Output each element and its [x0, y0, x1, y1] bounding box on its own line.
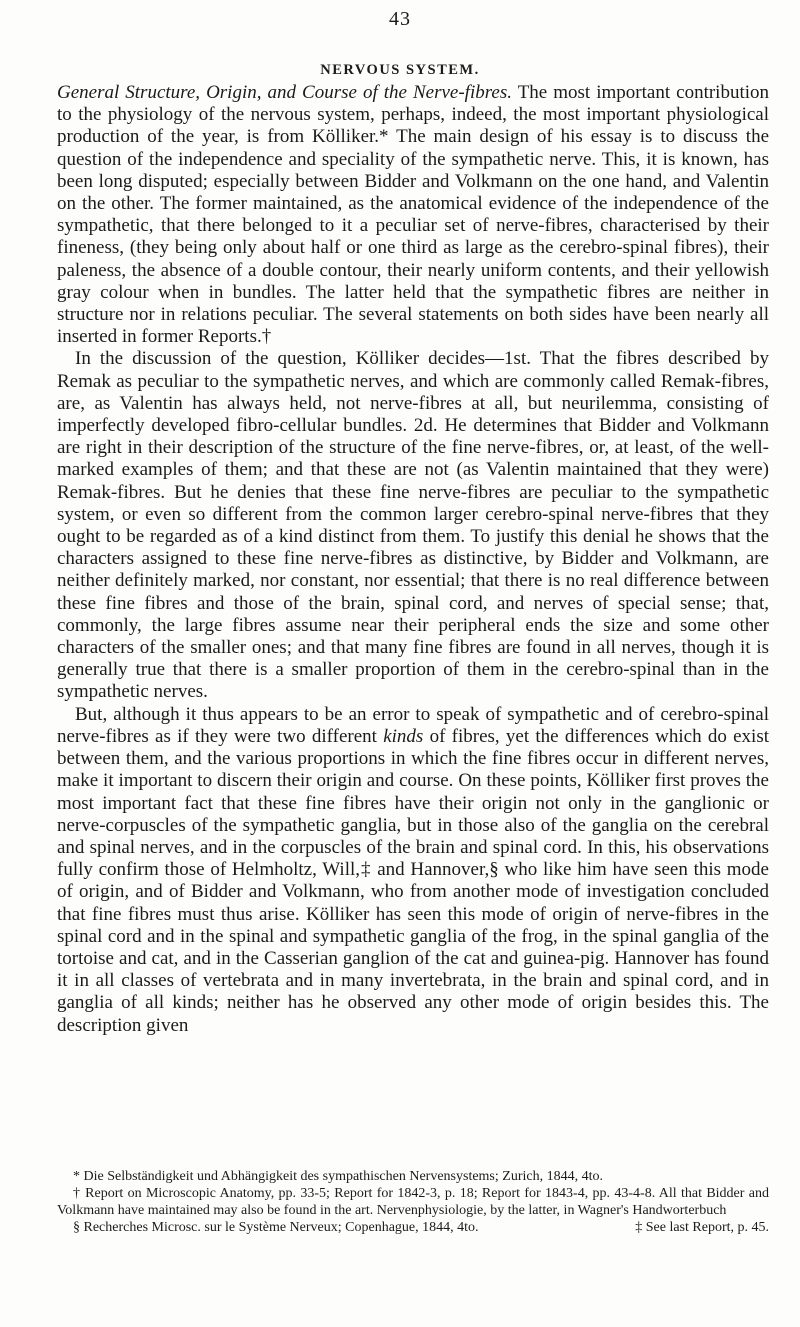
footnote-4: § Recherches Microsc. sur le Système Nerveux; Copenhague, 1844, 4to. — [73, 1220, 479, 1235]
footnote-3: ‡ See last Report, p. 45. — [635, 1220, 769, 1235]
paragraph-1-text: The most important contribution to the physiology of the nervous system, perhaps, indeed, the most important physiological production of the year, is from Kölliker.* The main design of his essay is to discuss the question of the independence and speciality of the sympathetic nerve. This, it is known, has been long disputed; especially between Bidder and Volkmann on the one hand, and Valentin on the other. The former maintained, as the anatomical evidence of the independence of the sympathetic, that there belonged to it a peculiar set of nerve-fibres, characterised by their fineness, (they being only about half or one third as large as the cerebro-spinal fibres), their paleness, the absence of a double contour, their nearly uniform contents, and their yellowish gray colour when in bundles. The latter held that the sympathetic fibres are neither in structure nor in relations peculiar. The several statements on both sides have been nearly all inserted in former Reports.† — [57, 82, 770, 348]
footnote-1: * Die Selbständigkeit und Abhängigkeit des sympathischen Nervensystems; Zurich, 1844, 4to. — [73, 1169, 603, 1184]
paragraph-3 — [57, 704, 769, 1037]
running-head: NERVOUS SYSTEM. — [320, 62, 480, 78]
paragraph-1 — [57, 82, 769, 348]
footnote-2-text: † Report on Microscopic Anatomy, pp. 33-5; Report for 1842-3, p. 18; Report for 1843-4, pp. 43-4-8. All that Bidder and Volkmann have maintained may also be found in the art. Nervenphysiologie, by the latter, in Wagner's Handworterbuch — [57, 1186, 769, 1218]
paragraph-3-text-a: But, although it thus appears to be an error to speak of sympathetic and of cerebro-spinal nerve-fibres as if they were two different — [57, 703, 769, 747]
paragraph-3-emphasis: kinds — [383, 725, 424, 747]
body-text — [57, 82, 769, 1037]
paragraph-2: In the discussion of the question, Kölliker decides—1st. That the fibres described by Remak as peculiar to the sympathetic nerves, and which are commonly called Remak-fibres, are, as Valentin has always held, not nerve-fibres at all, but neurilemma, consisting of imperfectly developed fibro-cellular bundles. 2d. He determines that Bidder and Volkmann are right in their description of the structure of the fine nerve-fibres, or, at least, of the well-marked examples of them; and that these are not (as Valentin maintained that they were) Remak-fibres. But he denies that these fine nerve-fibres are peculiar to the sympathetic system, or even so different from the common larger cerebro-spinal nerve-fibres that they ought to be regarded as of a kind distinct from them. To justify this denial he shows that the characters assigned to these fine nerve-fibres as distinctive, by Bidder and Volkmann, are neither definitely marked, nor constant, nor essential; that there is no real difference between these fine fibres and those of the brain, spinal cord, and nerves of special sense; that, commonly, the large fibres assume near their peripheral ends the size and some other characters of the smaller ones; and that many fine fibres are found in all nerves, though it is generally true that there is a smaller proportion of them in the cerebro-spinal than in the sympathetic nerves. — [57, 348, 769, 703]
paragraph-3-text-b: of fibres, yet the differences which do exist between them, and the various proportions in which the fine fibres occur in different nerves, make it important to discern their origin and course. On these points, Kölliker first proves the most important fact that these fine fibres have their origin not only in the ganglionic or nerve-corpuscles of the sympathetic ganglia, but in those also of the ganglia on the cerebral and spinal nerves, and in the corpuscles of the brain and spinal cord. In this, his observations fully confirm those of Helmholtz, Will,‡ and Hannover,§ who like him have seen this mode of origin, and of Bidder and Volkmann, who from another mode of investigation concluded that fine fibres must thus arise. Kölliker has seen this mode of origin of nerve-fibres in the spinal cord and in the spinal and sympathetic ganglia of the frog, in the spinal ganglia of the tortoise and cat, and in the Casserian ganglion of the cat and guinea-pig. Hannover has found it in all classes of vertebrata and in many invertebrata, in the brain and spinal cord, and in ganglia of all kinds; neither has he observed any other mode of origin besides this. The description given — [57, 725, 770, 1036]
footnotes — [57, 1168, 769, 1236]
page-number: 43 — [389, 8, 411, 30]
section-title: General Structure, Origin, and Course of the Nerve-fibres. — [57, 82, 513, 103]
